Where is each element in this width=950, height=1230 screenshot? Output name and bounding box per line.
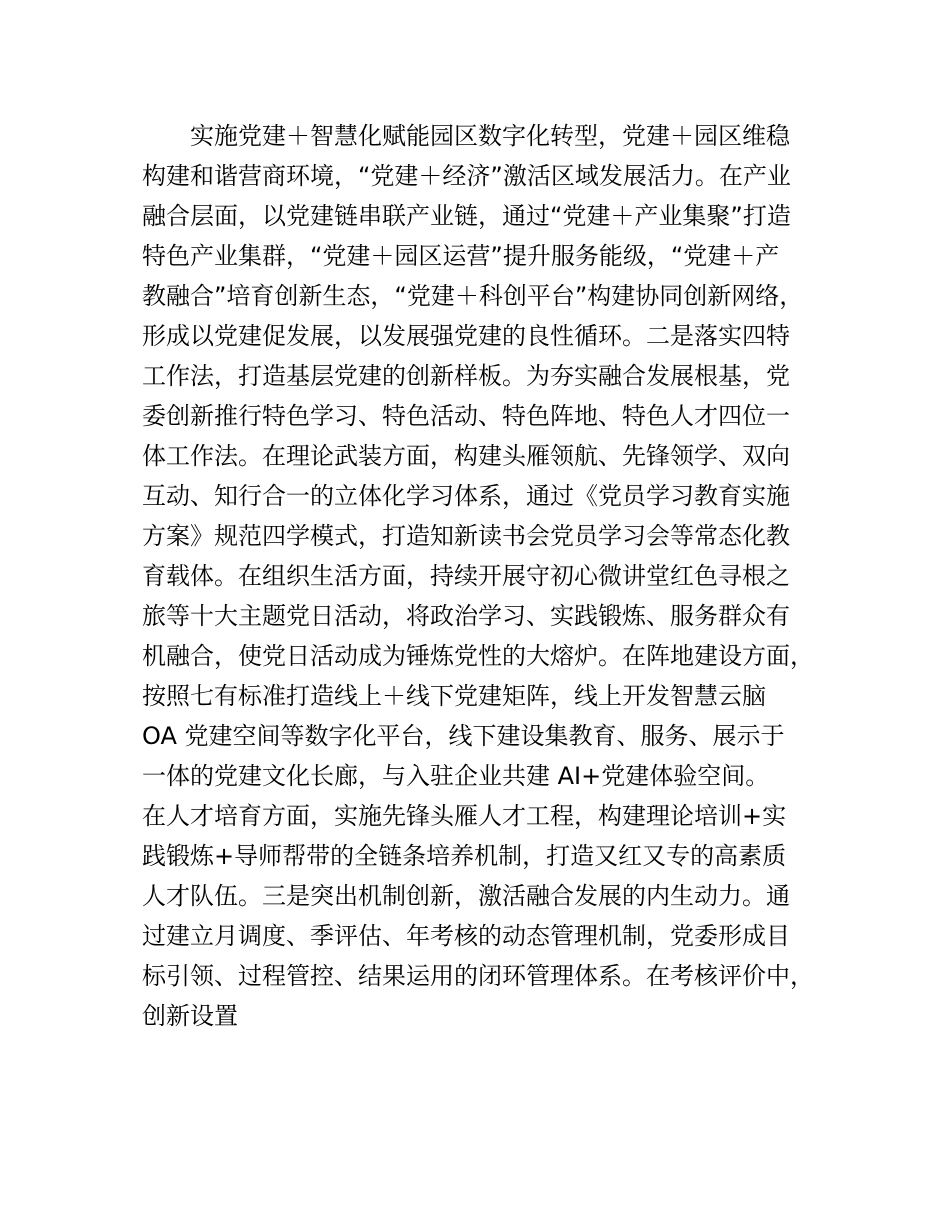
paragraph-line: 实施党建＋智慧化赋能园区数字化转型，党建＋园区维稳 xyxy=(190,122,790,150)
paragraph-line: 践锻炼+导师帮带的全链条培养机制，打造又红又专的高素质 xyxy=(142,842,787,870)
paragraph-line: 教融合”培育创新生态，“党建＋科创平台”构建协同创新网络， xyxy=(142,282,804,310)
paragraph-line: 工作法，打造基层党建的创新样板。为夯实融合发展根基，党 xyxy=(142,362,790,390)
paragraph-line: 互动、知行合一的立体化学习体系，通过《党员学习教育实施 xyxy=(142,482,790,510)
paragraph-line: 融合层面，以党建链串联产业链，通过“党建＋产业集聚”打造 xyxy=(142,202,791,230)
paragraph-line: 机融合，使党日活动成为锤炼党性的大熔炉。在阵地建设方面， xyxy=(142,642,814,670)
paragraph-line: 体工作法。在理论武装方面，构建头雁领航、先锋领学、双向 xyxy=(142,442,790,470)
paragraph-line: 育载体。在组织生活方面，持续开展守初心微讲堂红色寻根之 xyxy=(142,562,790,590)
paragraph-line: 一体的党建文化长廊，与入驻企业共建 AI+党建体验空间。 xyxy=(142,762,770,790)
paragraph-line: 委创新推行特色学习、特色活动、特色阵地、特色人才四位一 xyxy=(142,402,790,430)
paragraph-line: 创新设置 xyxy=(142,1002,238,1030)
paragraph-line: 标引领、过程管控、结果运用的闭环管理体系。在考核评价中， xyxy=(142,962,814,990)
paragraph-line: 形成以党建促发展，以发展强党建的良性循环。二是落实四特 xyxy=(142,322,790,350)
paragraph-line: 按照七有标准打造线上＋线下党建矩阵，线上开发智慧云脑 xyxy=(142,682,766,710)
paragraph-line: 旅等十大主题党日活动，将政治学习、实践锻炼、服务群众有 xyxy=(142,602,790,630)
paragraph-line: 方案》规范四学模式，打造知新读书会党员学习会等常态化教 xyxy=(142,522,790,550)
paragraph-line: 特色产业集群，“党建＋园区运营”提升服务能级，“党建＋产 xyxy=(142,242,780,270)
paragraph-line: 在人才培育方面，实施先锋头雁人才工程，构建理论培训+实 xyxy=(142,802,787,830)
paragraph-line: 过建立月调度、季评估、年考核的动态管理机制，党委形成目 xyxy=(142,922,790,950)
paragraph-line: OA 党建空间等数字化平台，线下建设集教育、服务、展示于 xyxy=(142,722,785,750)
body-paragraph xyxy=(142,116,842,1036)
paragraph-line: 构建和谐营商环境，“党建＋经济”激活区域发展活力。在产业 xyxy=(142,162,791,190)
paragraph-line: 人才队伍。三是突出机制创新，激活融合发展的内生动力。通 xyxy=(142,882,790,910)
